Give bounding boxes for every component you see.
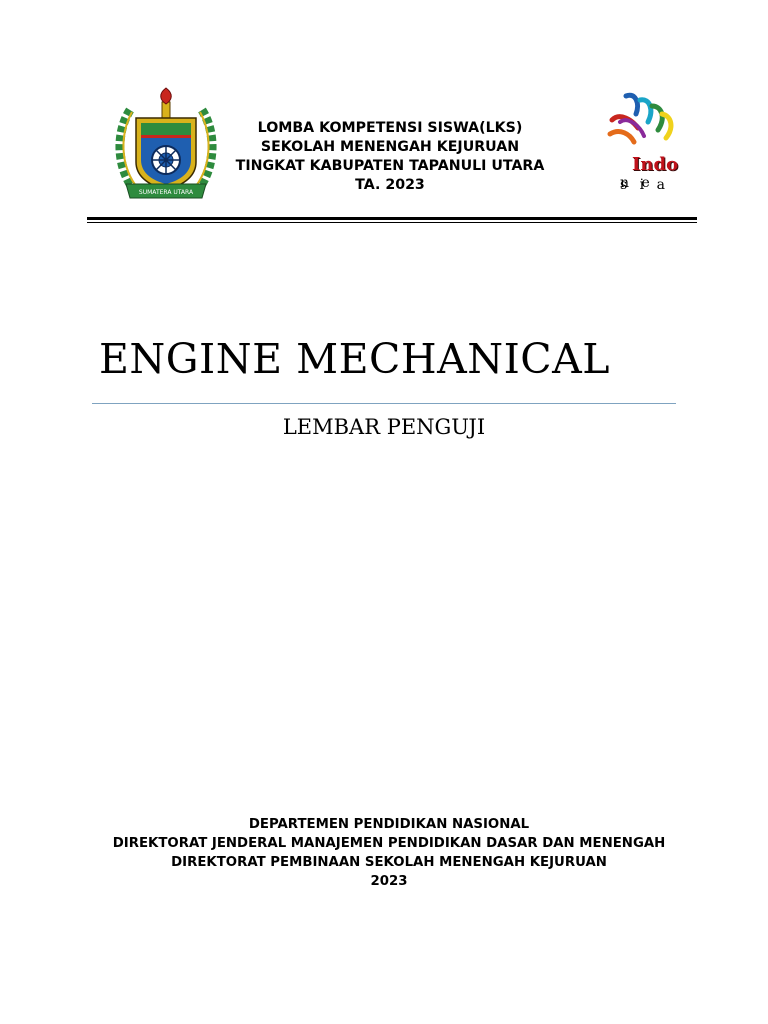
footer-line-year: 2023 — [370, 874, 408, 889]
coat-of-arms-logo — [114, 88, 218, 204]
footer-line-directorate: DIREKTORAT PEMBINAAN SEKOLAH MENENGAH KEJURUAN — [171, 855, 607, 870]
header-line-year: TA. 2023 — [355, 177, 425, 193]
footer-block — [84, 815, 694, 891]
indonesia-logo — [606, 90, 686, 194]
header-line-level: TINGKAT KABUPATEN TAPANULI UTARA — [235, 158, 545, 174]
header-line-competition: LOMBA KOMPETENSI SISWA(LKS) — [257, 120, 523, 136]
document-subtitle-wrap — [0, 415, 768, 439]
indonesia-logo-cut-text: n e s i a — [620, 175, 669, 193]
footer-line-department: DEPARTEMEN PENDIDIKAN NASIONAL — [248, 817, 530, 832]
header-block — [205, 119, 575, 195]
document-subtitle: LEMBAR PENGUJI — [282, 415, 486, 439]
indonesia-logo-text: Indo — [632, 154, 679, 175]
indonesia-brand-icon — [606, 90, 686, 160]
coat-of-arms-icon — [114, 88, 218, 204]
footer-line-directorate-general: DIREKTORAT JENDERAL MANAJEMEN PENDIDIKAN DASAR DAN MENENGAH — [112, 836, 666, 851]
header-rule-thin — [87, 222, 697, 223]
title-underline — [92, 403, 676, 404]
header-rule-thick — [87, 217, 697, 220]
coat-of-arms-ribbon-text: SUMATERA UTARA — [138, 189, 194, 196]
header-line-school: SEKOLAH MENENGAH KEJURUAN — [260, 139, 520, 155]
document-title: ENGINE MECHANICAL — [99, 335, 611, 383]
